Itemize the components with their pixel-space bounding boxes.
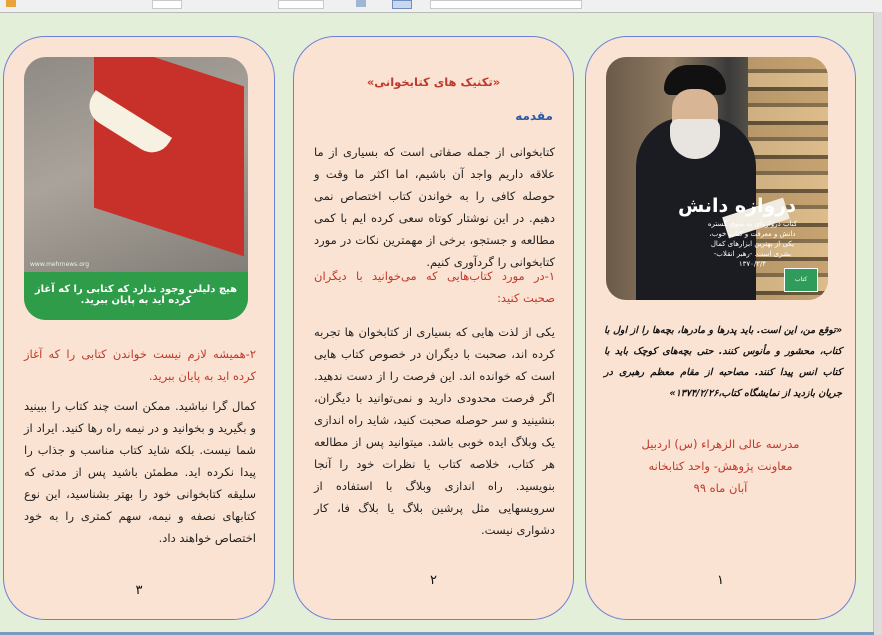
book-badge: کتاب xyxy=(784,268,818,292)
panel-1 xyxy=(585,36,856,620)
toolbar xyxy=(0,0,882,13)
tip-2-heading: ۲-همیشه لازم نیست خواندن کتابی را که آغاز کرده اید به پایان ببرید. xyxy=(24,347,256,383)
brochure-title: «تکنیک های کتابخوانی» xyxy=(366,75,501,89)
school-info xyxy=(586,433,855,499)
leader-reading-photo xyxy=(606,57,828,300)
image-title: دروازه دانش xyxy=(677,195,796,217)
panel-3 xyxy=(3,36,275,620)
tip-1-text: یکی از لذت هایی که بسیاری از کتابخوان ها تجربه کرده اند، صحبت با دیگران در خصوص کتاب هایی است که خوانده اند. این فرصت را از دست ندهید. اگر فرصت محدودی دارید و نمی‌توانید با دیگران، بنشینید و سر حوصله صحبت کنید، شاید راه اندازی یک وبلاگ ایده خوبی باشد. میتوانید پس از مطالعه هر کتاب، خلاصه کتاب یا نظرات خود را آنجا بنویسید. راه اندازی وبلاگ با استفاده از سرویسهایی مثل پرشین بلاگ یا بلاگ فا، کار دشواری نیست. xyxy=(314,325,555,537)
toolbar-field-2[interactable] xyxy=(278,0,324,9)
image-watermark: www.mehrnews.org xyxy=(30,261,90,268)
view-icon[interactable] xyxy=(356,0,366,7)
intro-heading: مقدمه xyxy=(515,109,553,123)
intro-text: کتابخوانی از جمله صفاتی است که بسیاری از ما علاقه داریم واجد آن باشیم، اما اکثر ما وقت و حوصله کافی را به خواندن کتاب اختصاص نمی دهیم. در این نوشتار کوتاه سعی کرده ایم با کمی مطالعه و جستجو، برخی از مهمترین نکات در مورد کتابخوانی را گردآوری کنیم. xyxy=(314,145,555,269)
app-icon[interactable] xyxy=(6,0,16,7)
tip-2-text: کمال گرا نباشید. ممکن است چند کتاب را ببینید و بگیرید و بخوانید و در نیمه راه رها کنید. ایراد از شما نیست. بلکه شاید کتاب مناسب و جذاب را پیدا نکرده اید. مطمئن باشید پس از مدتی که سلیقه کتابخوانی خود را بهتر بشناسید، این نوع کتابهای نصفه و نیمه، سهم کمتری را به خود اختصاص خواهند داد. xyxy=(24,399,256,545)
panel-2 xyxy=(293,36,574,620)
image-caption: هیچ دلیلی وجود ندارد که کتابی را که آغاز کرده اید به پایان ببرید. xyxy=(34,284,238,306)
leader-quote: «توقع من، این است. باید پدرها و مادرها، بچه‌ها را از اول با کتاب، محشور و مأنوس کنند. حتی بچه‌های کوچک باید با کتاب انس پیدا کنند. مصاحبه از مقام معظم رهبری در جریان بازدید از نمایشگاه کتاب،۱۳۷۴/۲/۲۶» xyxy=(604,325,842,399)
page-number: ۱ xyxy=(717,573,724,588)
publish-date: آبان ماه ۹۹ xyxy=(693,481,748,495)
school-name: مدرسه عالی الزهراء (س) اردبیل xyxy=(641,437,800,451)
page-number: ۲ xyxy=(430,573,437,588)
layout-icon[interactable] xyxy=(392,0,412,9)
red-book-cover-graphic xyxy=(94,57,244,256)
toolbar-field-1[interactable] xyxy=(152,0,182,9)
toolbar-search[interactable] xyxy=(430,0,582,9)
department-name: معاونت پژوهش- واحد کتابخانه xyxy=(648,459,793,473)
tip-1-heading: ۱-در مورد کتاب‌هایی که می‌خوانید با دیگران صحبت کنید: xyxy=(314,269,555,305)
image-subtitle: کتاب دروازه‌ای به سوی گستره دانش و معرفت و کتاب خوب، یکی از بهترین ابزارهای کمال بشری است. -رهبر انقلاب- ۱۳۷۰/۲/۴ xyxy=(707,220,798,268)
red-book-photo xyxy=(24,57,248,320)
page-number: ۳ xyxy=(135,583,143,598)
vertical-scrollbar[interactable] xyxy=(873,12,882,635)
